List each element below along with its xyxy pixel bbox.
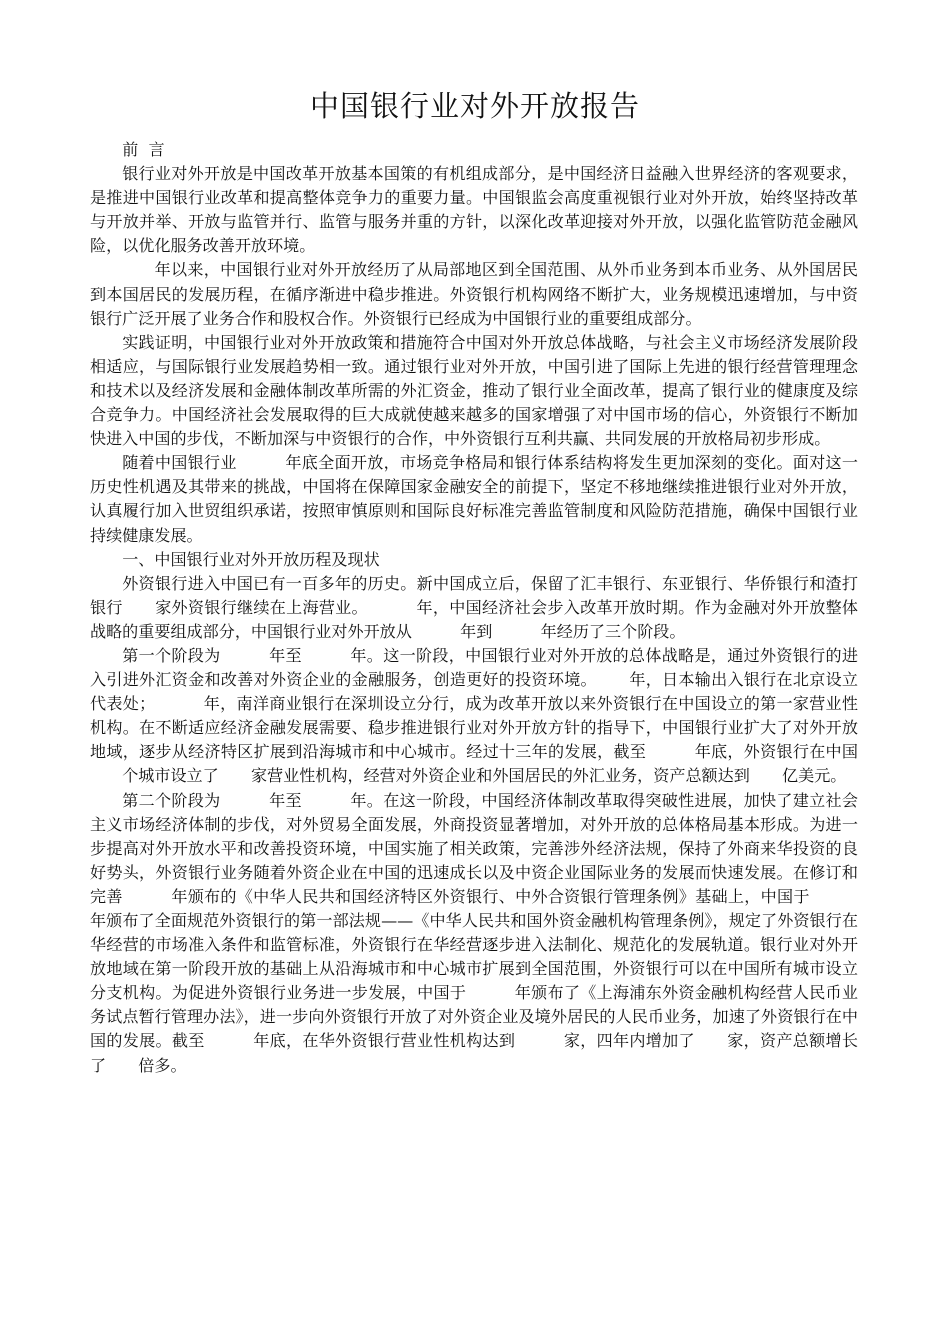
paragraph-text: 年到 — [460, 621, 493, 641]
paragraph-text: 银行业对外开放是中国改革开放基本国策的有机组成部分，是中国经济日益融入世界经济的客观要求，是推进中国银行业改革和提高整体竞争力的重要力量。中国银监会高度重视银行业对外开放，始终坚持改革与开放并举、开放与监管并行、监管与服务并重的方针，以深化改革迎接对外开放，以强化监管防范金融风险，以优化服务改善开放环境。 — [90, 164, 858, 256]
section-paragraph-2 — [90, 644, 858, 789]
preface-paragraph-3 — [90, 331, 858, 451]
paragraph-text: 年颁布了《上海浦东外资金融机构经营人民币业务试点暂行管理办法》，进一步向外资银行开放了对外资企业及境外居民的人民币业务，加速了外资银行在中国的发展。截至 — [90, 983, 859, 1051]
paragraph-text: 年底，外资银行在中国 — [694, 742, 859, 762]
paragraph-text: 年经历了三个阶段。 — [540, 621, 686, 641]
paragraph-text: 年底，在华外资银行营业性机构达到 — [252, 1031, 516, 1051]
preface-heading: 前 言 — [122, 140, 165, 159]
paragraph-text: 年至 — [268, 790, 302, 810]
section-paragraph-1 — [90, 572, 858, 644]
paragraph-text: 第二个阶段为 — [122, 790, 221, 810]
paragraph-text: 随着中国银行业 — [122, 453, 237, 473]
document-body — [90, 138, 858, 1078]
paragraph-text: 年，中国经济社会步入改革开放时期。作为金融对外开放整体战略的重要组成部分，中国银行业对外开放从 — [90, 597, 859, 641]
paragraph-text: 年，南洋商业银行在深圳设立分行，成为改革开放以来外资银行在中国设立的第一家营业性机构。在不断适应经济金融发展需要、稳步推进银行业对外开放方针的指导下，中国银行业扩大了对外开放地域，逐步从经济特区扩展到沿海城市和中心城市。经过十三年的发展，截至 — [90, 694, 859, 762]
paragraph-text: 家营业性机构，经营对外资企业和外国居民的外汇业务，资产总额达到 — [250, 766, 750, 786]
paragraph-text: 倍多。 — [138, 1055, 187, 1075]
paragraph-text: 年至 — [268, 645, 302, 665]
paragraph-text: 家，资产总额增长了 — [90, 1031, 859, 1075]
paragraph-text: 年。在这一阶段，中国经济体制改革取得突破性进展，加快了建立社会主义市场经济体制的步伐，对外贸易全面发展，外商投资显著增加，对外开放的总体格局基本形成。为进一步提高对外开放水平和改善投资环境，中国实施了相关政策，完善涉外经济法规，保持了外商来华投资的良好势头，外资银行业务随着外资企业在中国的迅速成长以及中资企业国际业务的发展而快速发展。在修订和完善 — [90, 790, 859, 906]
paragraph-text: 年。这一阶段，中国银行业对外开放的总体战略是，通过外资银行的进入引进外汇资金和改善对外资企业的金融服务，创造更好的投资环境。 — [90, 645, 859, 690]
paragraph-text: 年，日本输出入银行在北京设立代表处； — [90, 670, 859, 714]
paragraph-text: 个城市设立了 — [122, 766, 219, 786]
paragraph-text: 家外资银行继续在上海营业。 — [154, 597, 368, 617]
paragraph-text: 实践证明，中国银行业对外开放政策和措施符合中国对外开放总体战略，与社会主义市场经济发展阶段相适应，与国际银行业发展趋势相一致。通过银行业对外开放，中国引进了国际上先进的银行经营管理理念和技术以及经济发展和金融体制改革所需的外汇资金，推动了银行业全面改革，提高了银行业的健康度及综合竞争力。中国经济社会发展取得的巨大成就使越来越多的国家增强了对中国市场的信心，外资银行不断加快进入中国的步伐，不断加深与中资银行的合作，中外资银行互利共赢、共同发展的开放格局初步形成。 — [90, 332, 858, 449]
paragraph-text: 第一个阶段为 — [122, 645, 221, 665]
paragraph-text: 家，四年内增加了 — [563, 1031, 695, 1051]
paragraph-text: 外资银行进入中国已有一百多年的历史。新中国成立后，保留了汇丰银行、东亚银行、华侨银行和渣打银行 — [90, 573, 858, 617]
preface-paragraph-4 — [90, 451, 858, 547]
paragraph-text: 年颁布的《中华人民共和国经济特区外资银行、中外合资银行管理条例》基础上，中国于 — [171, 886, 810, 906]
paragraph-text: 年颁布了全面规范外资银行的第一部法规——《中华人民共和国外资金融机构管理条例》，规定了外资银行在华经营的市场准入条件和监管标准，外资银行在华经营逐步进入法制化、规范化的发展轨道。银行业对外开放地域在第一阶段开放的基础上从沿海城市和中心城市扩展到全国范围，外资银行可以在中国所有城市设立分支机构。为促进外资银行业务进一步发展，中国于 — [90, 911, 858, 1003]
paragraph-text: 年以来，中国银行业对外开放经历了从局部地区到全国范围、从外币业务到本币业务、从外国居民到本国居民的发展历程，在循序渐进中稳步推进。外资银行机构网络不断扩大，业务规模迅速增加，与中资银行广泛开展了业务合作和股权合作。外资银行已经成为中国银行业的重要组成部分。 — [90, 260, 858, 328]
paragraph-text: 年底全面开放，市场竞争格局和银行体系结构将发生更加深刻的变化。面对这一历史性机遇及其带来的挑战，中国将在保障国家金融安全的前提下，坚定不移地继续推进银行业对外开放，认真履行加入世贸组织承诺，按照审慎原则和国际良好标准完善监管制度和风险防范措施，确保中国银行业持续健康发展。 — [90, 453, 859, 545]
preface-paragraph-2 — [90, 258, 858, 330]
preface-paragraph-1 — [90, 162, 858, 258]
section-paragraph-3 — [90, 789, 858, 1078]
document-title: 中国银行业对外开放报告 — [309, 89, 640, 123]
section-heading: 一、中国银行业对外开放历程及现状 — [122, 549, 380, 569]
paragraph-text: 亿美元。 — [782, 766, 847, 786]
